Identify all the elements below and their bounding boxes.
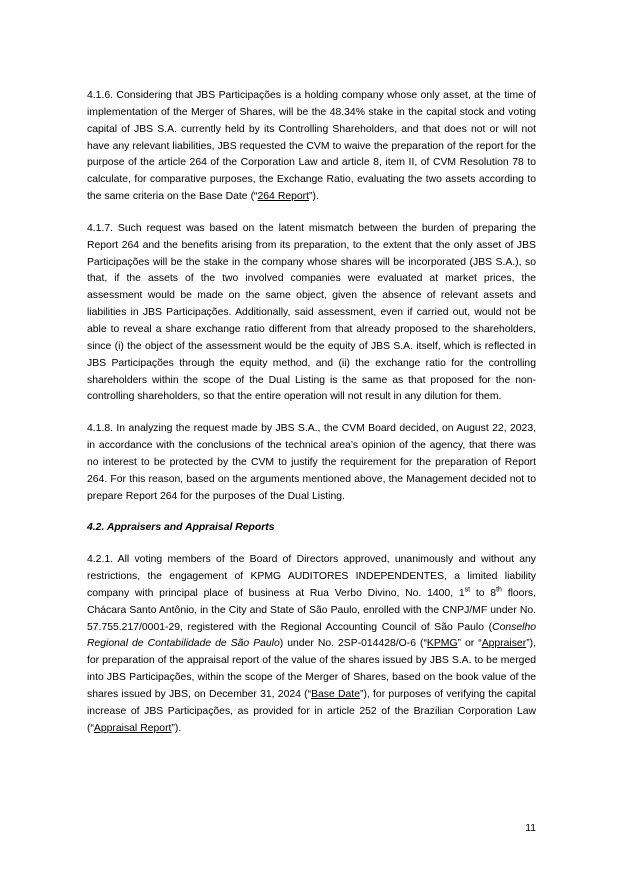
page-number: 11 [525,822,536,834]
ordinal-superscript: th [496,586,502,594]
defined-term: Appraiser [481,638,527,650]
text-run: 4.1.7. Such request was based on the latent mismatch between the burden of preparing the Report 264 and the benefits arising from its preparation, to the extent that the only asset of JBS Participações will be the stake in the company whose shares will be incorporated (JBS S.A.), so that, if the assets of the two involved companies were evaluated at market prices, the assessment would be made on the same object, given the absence of relevant assets and liabilities in JBS Participações. Additionally, said assessment, even if carried out, would not be able to reveal a share exchange ratio different from that already proposed to the shareholders, since (i) the object of the assessment would be the equity of JBS S.A. itself, which is reflected in JBS Participações through the equity method, and (ii) the exchange ratio for the controlling shareholders within the scope of the Dual Listing is the same as that proposed for the non-controlling shareholders, so that the entire operation will not result in any dilution for them. [87,222,536,403]
paragraph-4-1-7 [87,221,536,406]
text-run: ”). [171,722,182,734]
defined-term: Base Date [311,689,360,700]
text-run: ) under No. 2SP-014428/O-6 (“ [279,638,427,650]
text-run: 4.2. Appraisers and Appraisal Reports [87,522,275,534]
text-run: ” or “ [457,638,482,650]
text-run: floors, Chácara Santo Antônio, in the City and State of São Paulo, enrolled with the CNPJ/MF under No. 57.755.217/0001-29, registered with the Regional Accounting Council of São Paulo ( [87,587,536,633]
defined-term: Appraisal Report [93,722,172,734]
italic-text: Conselho Regional de Contabilidade de São Paulo [87,621,536,650]
defined-term: KPMG [426,638,458,650]
text-run: to 8 [470,587,497,599]
document-body [87,88,536,738]
text-run: ”), for purposes of verifying the capital increase of JBS Participações, as provided for in article 252 of the Brazilian Corporation Law (“ [87,689,536,734]
paragraph-4-2-1 [87,552,536,737]
text-run: ”), for preparation of the appraisal report of the value of the shares issued by JBS S.A. to be merged into JBS Participações, within the scope of the Merger of Shares, based on the book value of the shares issued by JBS, on December 31, 2024 (“ [87,638,536,700]
text-run: ”). [309,191,319,203]
defined-term: 264 Report [257,191,310,203]
ordinal-superscript: st [464,586,471,594]
text-run: 4.1.6. Considering that JBS Participações is a holding company whose only asset, at the time of implementation of the Merger of Shares, will be the 48.34% stake in the capital stock and voting capital of JBS S.A. currently held by its Controlling Shareholders, and that does not or will not have any relevant liabilities, JBS requested the CVM to waive the preparation of the report for the purpose of the article 264 of the Corporation Law and article 8, item II, of CVM Resolution 78 to calculate, for comparative purposes, the Exchange Ratio, evaluating the two assets according to the same criteria on the Base Date (“ [87,90,536,203]
paragraph-4-1-6 [87,88,536,206]
text-run: 4.2.1. All voting members of the Board of Directors approved, unanimously and without any restrictions, the engagement of KPMG AUDITORES INDEPENDENTES, a limited liability company with principal place of business at Rua Verbo Divino, No. 1400, 1 [87,554,536,599]
text-run: 4.1.8. In analyzing the request made by JBS S.A., the CVM Board decided, on August 22, 2023, in accordance with the conclusions of the technical area’s opinion of the agency, that there was no interest to be protected by the CVM to justify the requirement for the preparation of Report 264. For this reason, based on the arguments mentioned above, the Management decided not to prepare Report 264 for the purposes of the Dual Listing. [87,423,536,502]
paragraph-4-1-8 [87,421,536,505]
section-heading-4-2 [87,520,536,537]
